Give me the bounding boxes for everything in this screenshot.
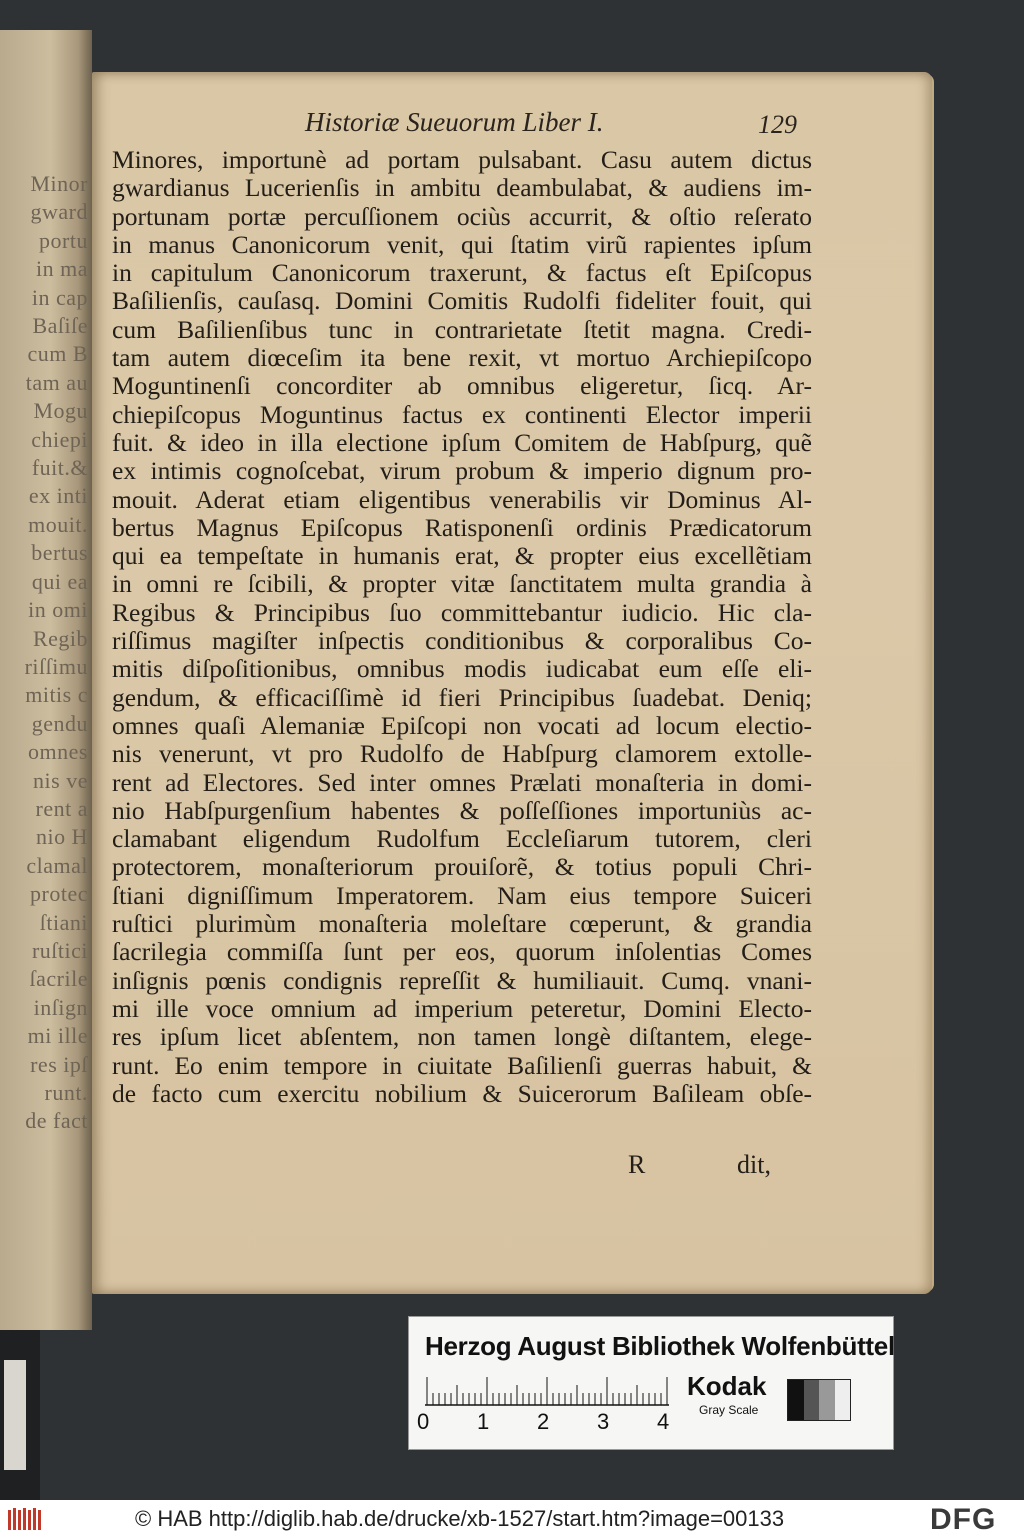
left-page-fragment: de fact — [25, 1108, 88, 1134]
left-page-fragment: tam au — [25, 369, 88, 395]
running-head: Historiæ Sueuorum Liber I. — [305, 107, 604, 137]
text-line: riſſimus magiſter inſpectis conditionibus & corporalibus Co- — [112, 626, 812, 656]
text-line: bertus Magnus Epiſcopus Ratisponenſi ordinis Prædicatorum — [112, 512, 812, 542]
text-line: omnes quaſi Alemaniæ Epiſcopi non vocati ad locum electio- — [112, 710, 812, 740]
text-line: mouit. Aderat etiam eligentibus venerabilis vir Dominus Al- — [112, 484, 812, 514]
left-page-fragment: in ma — [36, 256, 88, 282]
library-label — [408, 1316, 894, 1450]
text-line: nio Habſpurgenſium habentes & poſſeſſiones importuniùs ac- — [112, 795, 812, 825]
gray-scale-label: Gray Scale — [699, 1403, 759, 1417]
left-page-remnant — [0, 30, 92, 1330]
library-name: Herzog August Bibliothek Wolfenbüttel — [425, 1331, 895, 1361]
left-page-fragment: gward — [30, 199, 88, 225]
footer-bar — [0, 1500, 1024, 1537]
left-page-fragment: mouit. — [28, 511, 88, 537]
text-line: gwardianus Lucerienſis in ambitu deambulabat, & audiens im- — [112, 173, 812, 203]
left-page-fragment: riſſimu — [24, 653, 88, 679]
text-line: mitis diſpoſitionibus, omnibus modis iudicabat eum eſſe eli- — [112, 654, 812, 684]
hab-logo-icon — [6, 1506, 46, 1532]
text-line: gendum, & efficaciſſimè id fieri Principibus ſuadebat. Deniq; — [112, 682, 812, 712]
text-line: Regibus & Principibus ſuo committebantur iudicio. Hic cla- — [112, 597, 812, 627]
left-page-fragment: in omi — [28, 597, 88, 623]
ruler-number: 4 — [657, 1409, 670, 1434]
text-line: ruſtici plurimùm monaſteria moleſtare cœperunt, & grandia — [112, 909, 812, 939]
text-line: de facto cum exercitu nobilium & Suicerorum Baſileam obſe- — [112, 1078, 812, 1108]
left-page-fragment: mitis c — [25, 682, 88, 708]
text-line: nis venerunt, vt pro Rudolfo de Habſpurg clamorem extolle- — [112, 739, 812, 769]
left-page-fragment: portu — [39, 227, 88, 253]
left-page-fragment: ſacrile — [29, 966, 88, 992]
text-line: rent ad Electores. Sed inter omnes Prælati monaſteria in domi- — [112, 767, 812, 797]
left-page-fragment: inſign — [33, 994, 88, 1020]
text-line: ſacrilegia commiſſa ſunt per eos, quorum inſolentias Comes — [112, 937, 812, 967]
text-line: cum Baſilienſibus tunc in contrarietate ſtetit magna. Credi- — [112, 314, 812, 344]
left-page-fragment: rent a — [35, 795, 88, 821]
text-line: protectorem, monaſteriorum prouiſorẽ, & totius populi Chri- — [112, 852, 812, 882]
gray-swatch — [787, 1379, 851, 1421]
left-page-fragment: omnes — [28, 739, 88, 765]
text-line: res ipſum licet abſentem, non tamen longè diſtantem, elege- — [112, 1022, 812, 1052]
dfg-logo: DFG — [930, 1503, 997, 1536]
left-page-fragment: bertus — [31, 540, 88, 566]
text-line: in omni re ſcibili, & propter vitæ ſanctitatem multa grandia à — [112, 569, 812, 599]
left-page-fragment: mi ille — [27, 1023, 88, 1049]
left-page-fragment: Baſiſe — [32, 313, 88, 339]
body-text — [112, 146, 812, 1108]
text-line: fuit. & ideo in illa electione ipſum Comitem de Habſpurg, quẽ — [112, 427, 812, 457]
text-line: ſtiani digniſſimum Imperatorem. Nam eius tempore Suiceri — [112, 880, 812, 910]
text-line: clamabant eligendum Rudolfum Eccleſiarum tutorem, cleri — [112, 824, 812, 854]
ruler-number: 2 — [537, 1409, 550, 1434]
spine-label — [4, 1360, 26, 1470]
text-line: in capitulum Canonicorum traxerunt, & factus eſt Epiſcopus — [112, 258, 812, 288]
left-page-fragment: chiepi — [31, 426, 88, 452]
signature-mark: R — [628, 1150, 646, 1179]
left-page-fragment: ruſtici — [31, 937, 88, 963]
text-line: ex intimis cognoſcebat, virum probum & imperio dignum pro- — [112, 456, 812, 486]
text-line: mi ille voce omnium ad imperium peteretur, Domini Electo- — [112, 993, 812, 1023]
ruler-number: 0 — [417, 1409, 430, 1434]
left-page-fragment: Mogu — [33, 398, 88, 424]
text-line: inſignis pœnis condignis repreſſit & humiliauit. Cumq. vnani- — [112, 965, 812, 995]
text-line: Baſilienſis, cauſasq. Domini Comitis Rudolfi fideliter fouit, qui — [112, 286, 812, 316]
text-line: Minores, importunè ad portam pulsabant. Casu autem dictus — [112, 145, 812, 174]
left-page-fragment: qui ea — [31, 568, 88, 594]
left-page-text — [2, 170, 88, 1136]
text-line: qui ea tempeſtate in humanis erat, & propter eius excellẽtiam — [112, 541, 812, 571]
left-page-fragment: protec — [30, 881, 88, 907]
footer-url[interactable]: © HAB http://diglib.hab.de/drucke/xb-1527/start.htm?image=00133 — [135, 1506, 785, 1531]
left-page-fragment: ſtiani — [39, 909, 88, 935]
left-page-fragment: res ipſ — [30, 1051, 88, 1077]
catchword: dit, — [737, 1150, 771, 1179]
text-line: tam autem diœceſim ita bene rexit, vt mortuo Archiepiſcopo — [112, 343, 812, 373]
page-number: 129 — [758, 110, 797, 139]
left-page-fragment: clamal — [26, 852, 88, 878]
ruler-scale — [425, 1375, 669, 1407]
left-page-fragment: Minor — [30, 171, 88, 196]
text-line: runt. Eo enim tempore in ciuitate Baſilienſi guerras habuit, & — [112, 1050, 812, 1080]
left-page-fragment: gendu — [31, 710, 88, 736]
left-page-fragment: nio H — [36, 824, 88, 850]
left-page-fragment: nis ve — [33, 767, 88, 793]
left-page-fragment: ex inti — [28, 483, 88, 509]
left-page-fragment: cum B — [27, 341, 88, 367]
text-line: Moguntinenſi concorditer ab omnibus eligeretur, ſicq. Ar- — [112, 371, 812, 401]
text-line: chiepiſcopus Moguntinus factus ex continenti Elector imperii — [112, 399, 812, 429]
ruler-number: 3 — [597, 1409, 610, 1434]
ruler-number: 1 — [477, 1409, 490, 1434]
left-page-fragment: in cap — [31, 284, 88, 310]
text-line: portunam portæ percuſſionem ociùs accurrit, & oſtio reſerato — [112, 201, 812, 231]
left-page-fragment: runt. — [44, 1080, 88, 1105]
text-line: in manus Canonicorum venit, qui ſtatim virũ rapientes ipſum — [112, 229, 812, 259]
kodak-brand: Kodak — [687, 1371, 767, 1401]
left-page-fragment: fuit.& — [31, 455, 88, 481]
left-page-fragment: Regib — [32, 625, 88, 651]
